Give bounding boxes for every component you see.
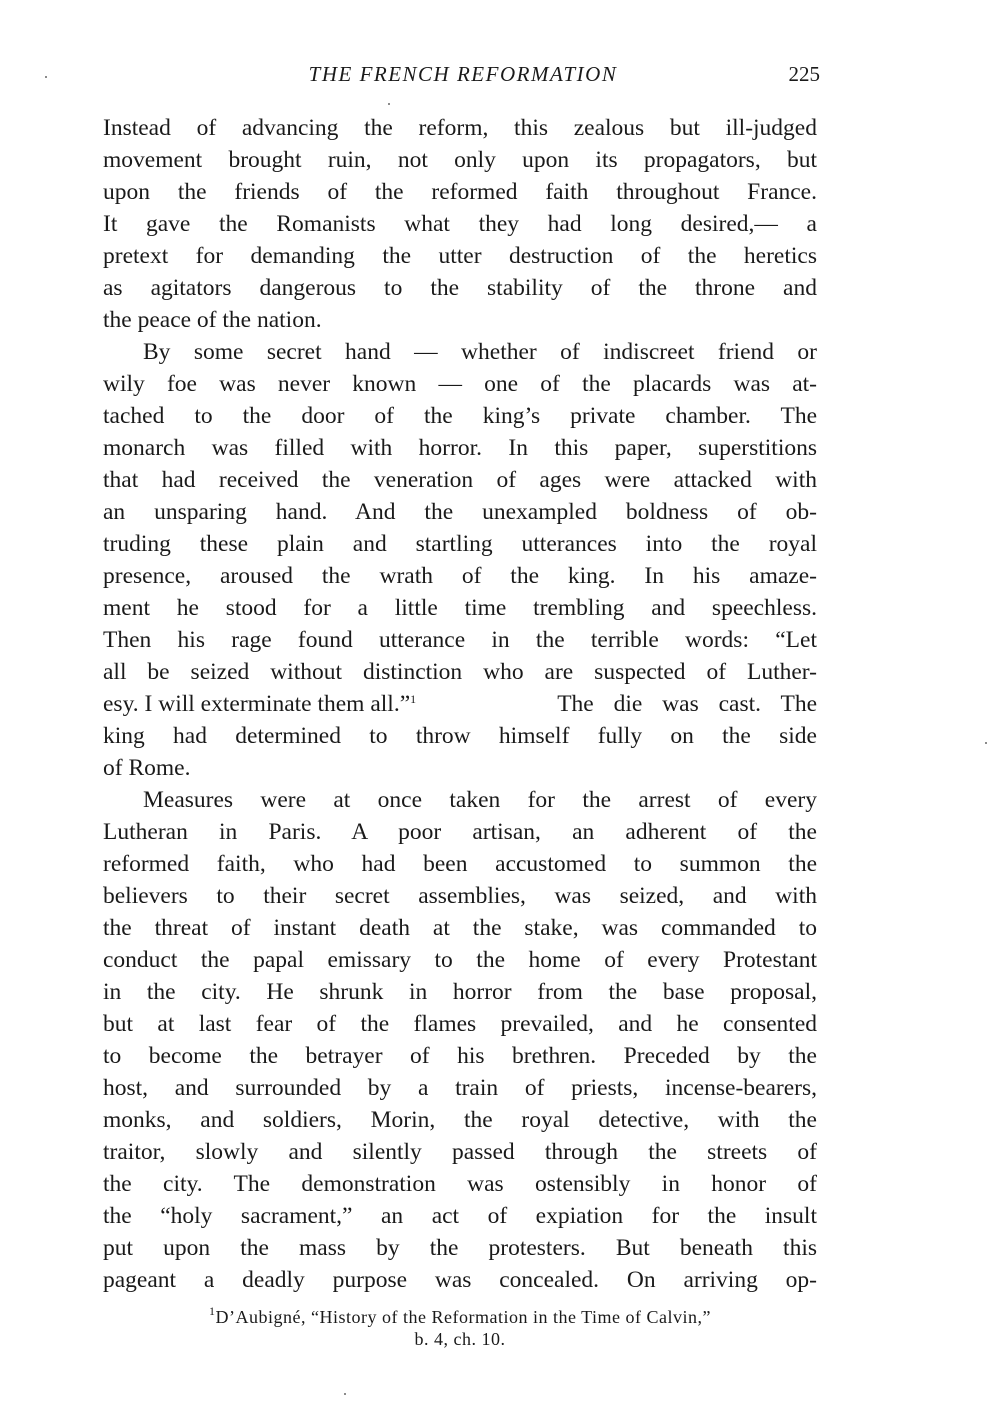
text-line: host, and surrounded by a train of priests, incense-bearers, (103, 1075, 817, 1101)
text-line: Measures were at once taken for the arrest of every (143, 787, 817, 813)
text-line: Lutheran in Paris. A poor artisan, an adherent of the (103, 819, 817, 845)
text-line: in the city. He shrunk in horror from the base proposal, (103, 979, 817, 1005)
text-line: It gave the Romanists what they had long desired,— a (103, 211, 817, 237)
footnote (103, 1306, 817, 1350)
body-text (103, 112, 817, 1296)
running-title: THE FRENCH REFORMATION (308, 62, 618, 86)
text-line: the “holy sacrament,” an act of expiation for the insult (103, 1203, 817, 1229)
footnote-marker[interactable]: 1 (410, 692, 417, 706)
text-line: the threat of instant death at the stake, was commanded to (103, 915, 817, 941)
text-line: truding these plain and startling utterances into the royal (103, 531, 817, 557)
text-line: to become the betrayer of his brethren. Preceded by the (103, 1043, 817, 1069)
text-line: the city. The demonstration was ostensibly in honor of (103, 1171, 817, 1197)
text-line: By some secret hand — whether of indiscreet friend or (143, 339, 817, 365)
text-fragment: esy. I will exterminate them all.” (103, 691, 411, 717)
text-line: monarch was filled with horror. In this paper, superstitions (103, 435, 817, 461)
text-line: as agitators dangerous to the stability of the throne and (103, 275, 817, 301)
text-line: that had received the veneration of ages were attacked with (103, 467, 817, 493)
text-line: presence, aroused the wrath of the king. In his amaze- (103, 563, 817, 589)
text-line: reformed faith, who had been accustomed to summon the (103, 851, 817, 877)
text-line: the peace of the nation. (103, 307, 322, 333)
text-line: all be seized without distinction who are suspected of Luther- (103, 659, 817, 685)
text-line: movement brought ruin, not only upon its propagators, but (103, 147, 817, 173)
text-fragment: The die was cast. The (557, 691, 817, 717)
scan-speck (45, 76, 47, 78)
footnote-citation: D’Aubigné, “History of the Reformation in the Time of Calvin,” (215, 1307, 711, 1327)
text-line: tached to the door of the king’s private chamber. The (103, 403, 817, 429)
text-line: believers to their secret assemblies, was seized, and with (103, 883, 817, 909)
text-line: traitor, slowly and silently passed through the streets of (103, 1139, 817, 1165)
text-line: king had determined to throw himself fully on the side (103, 723, 817, 749)
text-line: an unsparing hand. And the unexampled boldness of ob- (103, 499, 817, 525)
text-line: conduct the papal emissary to the home of every Protestant (103, 947, 817, 973)
scan-speck (388, 103, 390, 105)
footnote-line (103, 1306, 817, 1328)
footnote-number: 1 (209, 1304, 216, 1318)
text-line-with-footnote (103, 688, 817, 720)
text-line: upon the friends of the reformed faith throughout France. (103, 179, 817, 205)
scan-speck (344, 1393, 346, 1395)
text-line: Then his rage found utterance in the terrible words: “Let (103, 627, 817, 653)
footnote-line: b. 4, ch. 10. (414, 1329, 506, 1349)
text-line: monks, and soldiers, Morin, the royal detective, with the (103, 1107, 817, 1133)
text-line: Instead of advancing the reform, this zealous but ill-judged (103, 115, 817, 141)
running-head (103, 62, 820, 92)
text-line: of Rome. (103, 755, 191, 781)
text-line: pageant a deadly purpose was concealed. On arriving op- (103, 1267, 817, 1293)
text-line: put upon the mass by the protesters. But beneath this (103, 1235, 817, 1261)
text-line: but at last fear of the flames prevailed, and he consented (103, 1011, 817, 1037)
text-line: ment he stood for a little time trembling and speechless. (103, 595, 817, 621)
text-line: pretext for demanding the utter destruction of the heretics (103, 243, 817, 269)
text-line: wily foe was never known — one of the placards was at- (103, 371, 817, 397)
page-number: 225 (788, 62, 820, 86)
scan-speck (985, 742, 987, 744)
